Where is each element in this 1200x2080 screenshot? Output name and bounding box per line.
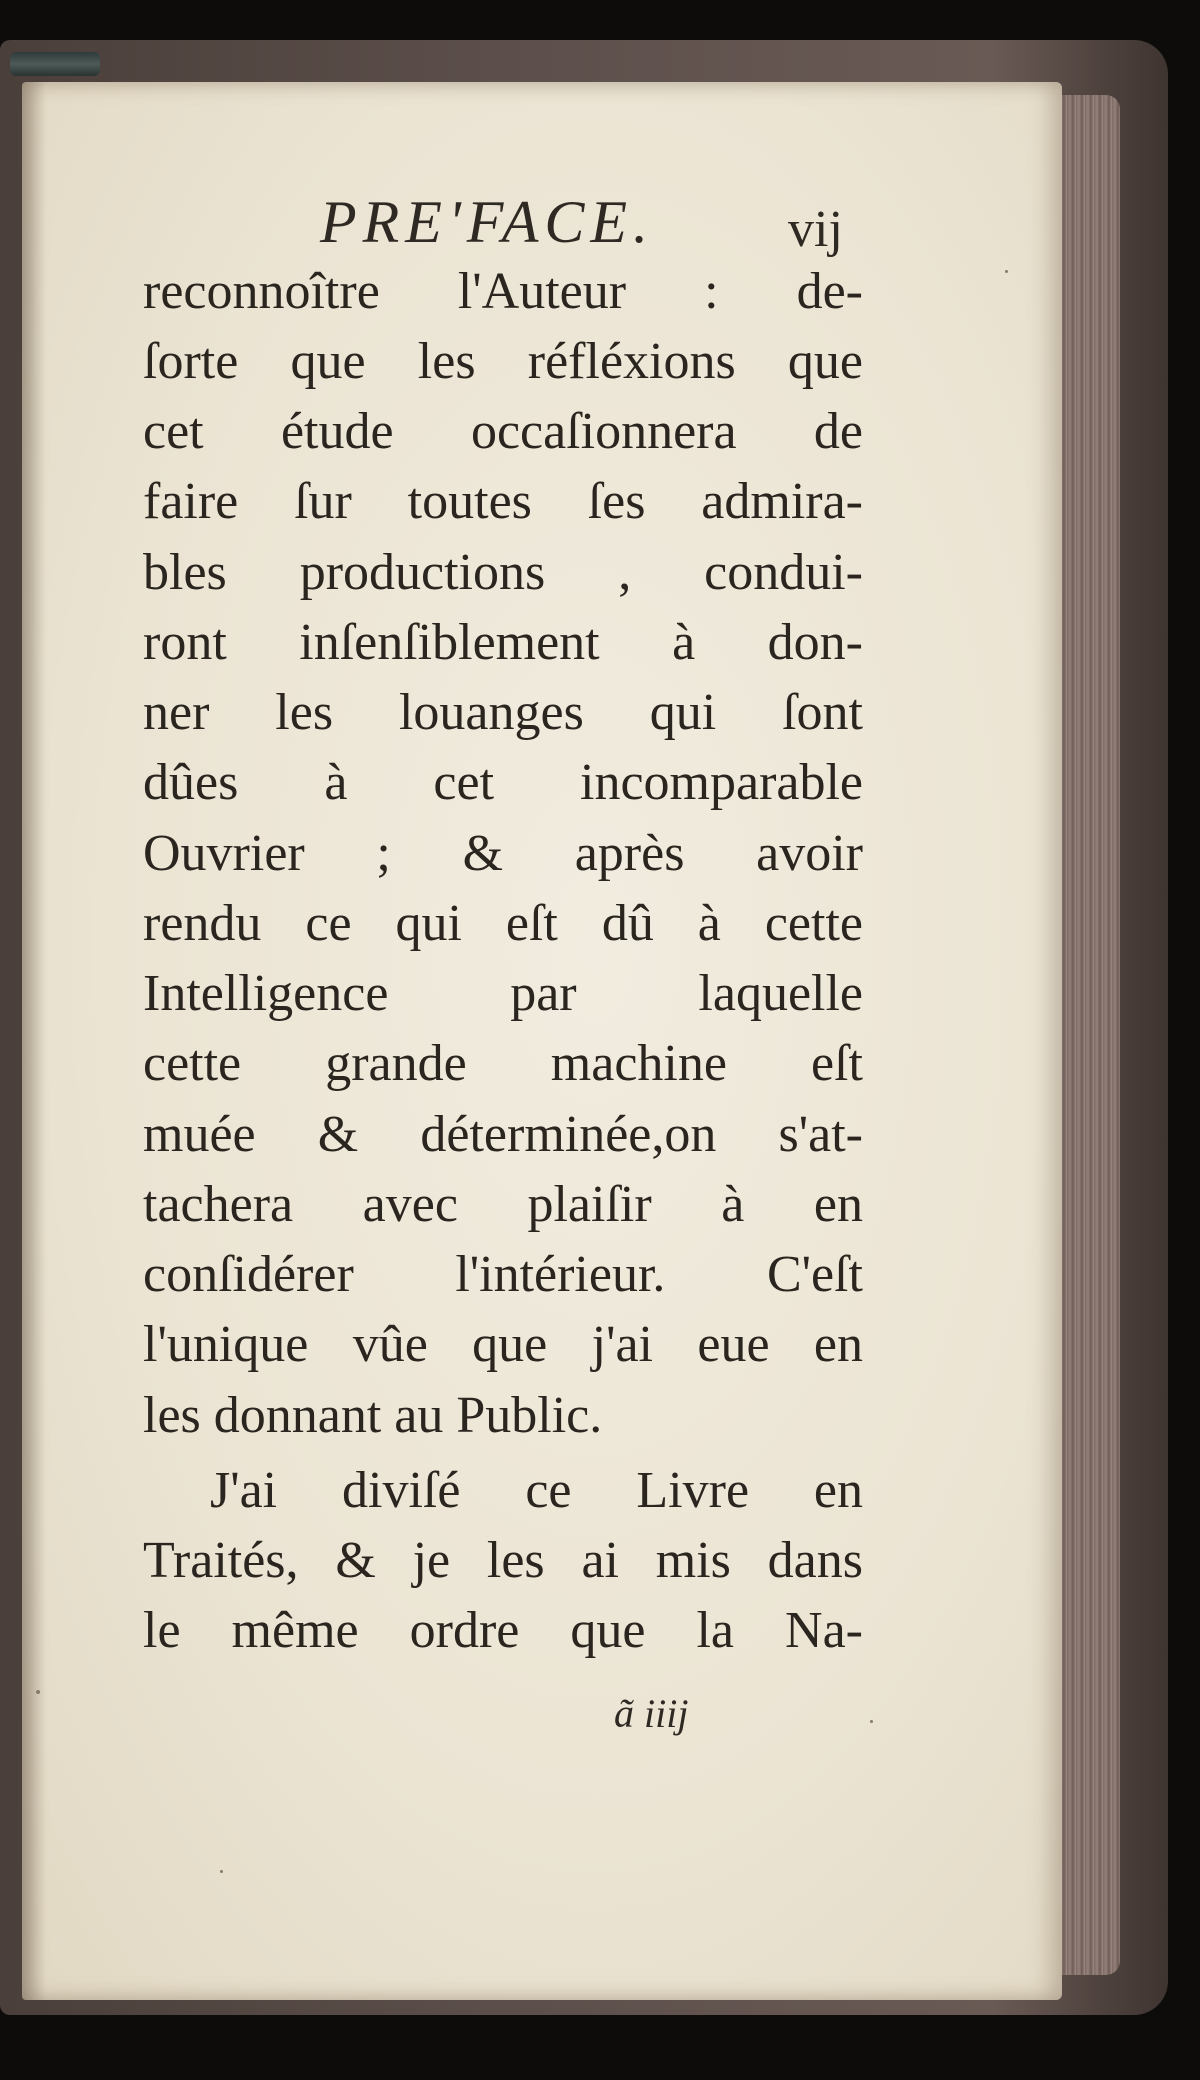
- signature-mark: ã iiij: [614, 1691, 689, 1736]
- paper-speck: [36, 1690, 40, 1694]
- gutter-shadow: [22, 82, 46, 2000]
- text-line-12: cette grande machine eſt: [143, 1035, 863, 1092]
- paper-speck: [1005, 270, 1008, 273]
- paper-speck: [870, 1720, 873, 1723]
- text-line-10: rendu ce qui eſt dû à cette: [143, 895, 863, 952]
- text-line-20: le même ordre que la Na-: [143, 1602, 863, 1659]
- paper-speck: [220, 1870, 223, 1873]
- text-line-9: Ouvrier ; & après avoir: [143, 825, 863, 882]
- text-line-17: les donnant au Public.: [143, 1387, 603, 1444]
- text-line-8: dûes à cet incomparable: [143, 754, 863, 811]
- text-line-7: ner les louanges qui ſont: [143, 684, 863, 741]
- text-line-6: ront inſenſiblement à don-: [143, 614, 863, 671]
- text-line-2: ſorte que les réfléxions que: [143, 333, 863, 390]
- text-line-13: muée & déterminée,on s'at-: [143, 1106, 863, 1163]
- running-title: PRE'FACE.: [320, 189, 655, 255]
- text-line-11: Intelligence par laquelle: [143, 965, 863, 1022]
- text-line-4: faire ſur toutes ſes admira-: [143, 473, 863, 530]
- binding-thread: [10, 52, 100, 76]
- text-line-14: tachera avec plaiſir à en: [143, 1176, 863, 1233]
- text-line-15: conſidérer l'intérieur. C'eſt: [143, 1246, 863, 1303]
- text-line-18: J'ai diviſé ce Livre en: [210, 1462, 863, 1519]
- text-line-19: Traités, & je les ai mis dans: [143, 1532, 863, 1589]
- text-line-5: bles productions , condui-: [143, 544, 863, 601]
- text-line-1: reconnoître l'Auteur : de-: [143, 263, 863, 320]
- text-line-16: l'unique vûe que j'ai eue en: [143, 1316, 863, 1373]
- page-number: vij: [788, 201, 843, 258]
- text-line-3: cet étude occaſionnera de: [143, 403, 863, 460]
